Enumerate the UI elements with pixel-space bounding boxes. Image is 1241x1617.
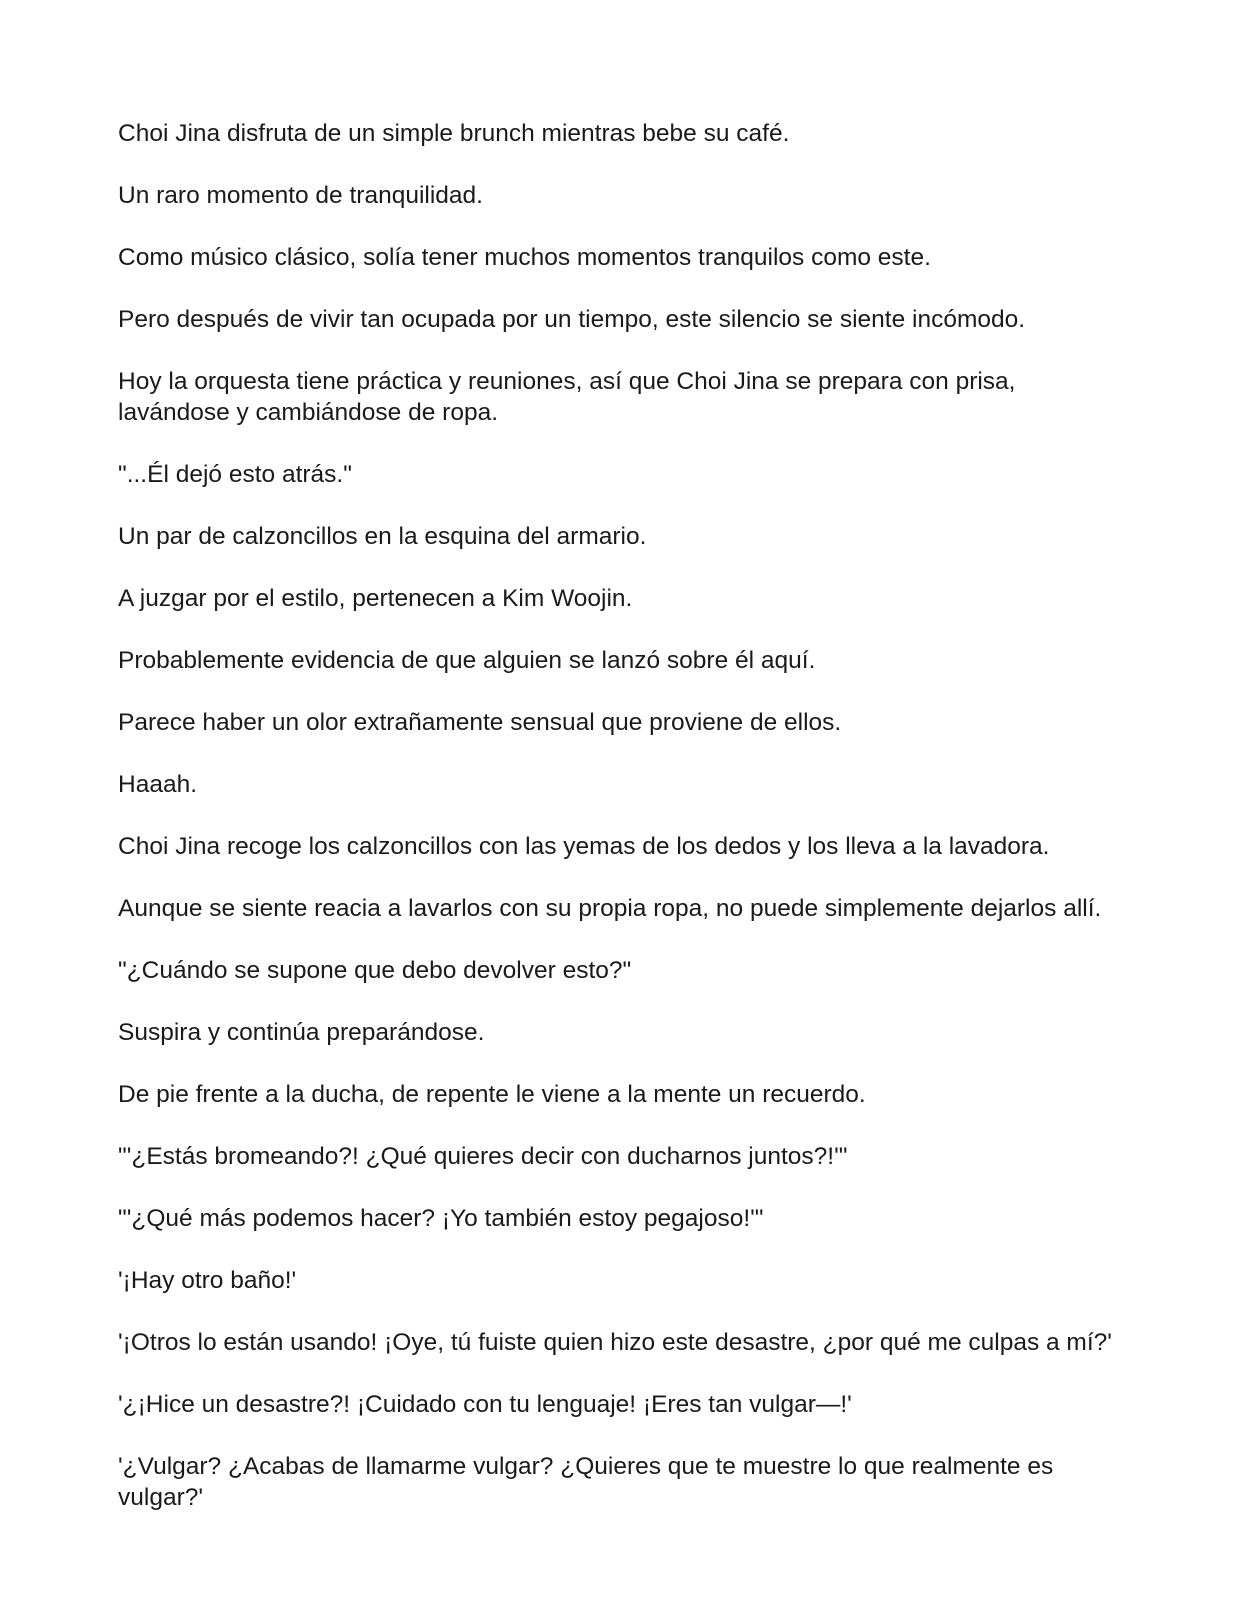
paragraph: Haaah. xyxy=(118,771,198,798)
paragraph: "...Él dejó esto atrás." xyxy=(118,461,352,488)
paragraph: Como músico clásico, solía tener muchos momentos tranquilos como este. xyxy=(118,244,931,271)
paragraph: Hoy la orquesta tiene práctica y reuniones, así que Choi Jina se prepara con prisa, lavándose y cambiándose de ropa. xyxy=(118,368,1016,426)
paragraph: "¿Cuándo se supone que debo devolver esto?" xyxy=(118,957,632,984)
paragraph: De pie frente a la ducha, de repente le viene a la mente un recuerdo. xyxy=(118,1081,866,1108)
paragraph: '¡Otros lo están usando! ¡Oye, tú fuiste quien hizo este desastre, ¿por qué me culpas a mí?' xyxy=(118,1329,1112,1356)
paragraph: "'¿Estás bromeando?! ¿Qué quieres decir con ducharnos juntos?!'" xyxy=(118,1143,848,1170)
paragraph: '¡Hay otro baño!' xyxy=(118,1267,297,1294)
paragraph: A juzgar por el estilo, pertenecen a Kim Woojin. xyxy=(118,585,633,612)
paragraph: Suspira y continúa preparándose. xyxy=(118,1019,485,1046)
paragraph: Probablemente evidencia de que alguien se lanzó sobre él aquí. xyxy=(118,647,816,674)
paragraph: Choi Jina disfruta de un simple brunch mientras bebe su café. xyxy=(118,120,790,147)
paragraph: Pero después de vivir tan ocupada por un tiempo, este silencio se siente incómodo. xyxy=(118,306,1026,333)
paragraph: '¿Vulgar? ¿Acabas de llamarme vulgar? ¿Quieres que te muestre lo que realmente es vulgar?' xyxy=(118,1453,1054,1511)
paragraph: Un raro momento de tranquilidad. xyxy=(118,182,483,209)
paragraph: Un par de calzoncillos en la esquina del armario. xyxy=(118,523,647,550)
paragraph: Aunque se siente reacia a lavarlos con su propia ropa, no puede simplemente dejarlos allí. xyxy=(118,895,1102,922)
paragraph: Choi Jina recoge los calzoncillos con las yemas de los dedos y los lleva a la lavadora. xyxy=(118,833,1050,860)
paragraph: "'¿Qué más podemos hacer? ¡Yo también estoy pegajoso!'" xyxy=(118,1205,764,1232)
paragraph: '¿¡Hice un desastre?! ¡Cuidado con tu lenguaje! ¡Eres tan vulgar—!' xyxy=(118,1391,852,1418)
paragraph: Parece haber un olor extrañamente sensual que proviene de ellos. xyxy=(118,709,842,736)
document-body xyxy=(118,118,1128,1544)
